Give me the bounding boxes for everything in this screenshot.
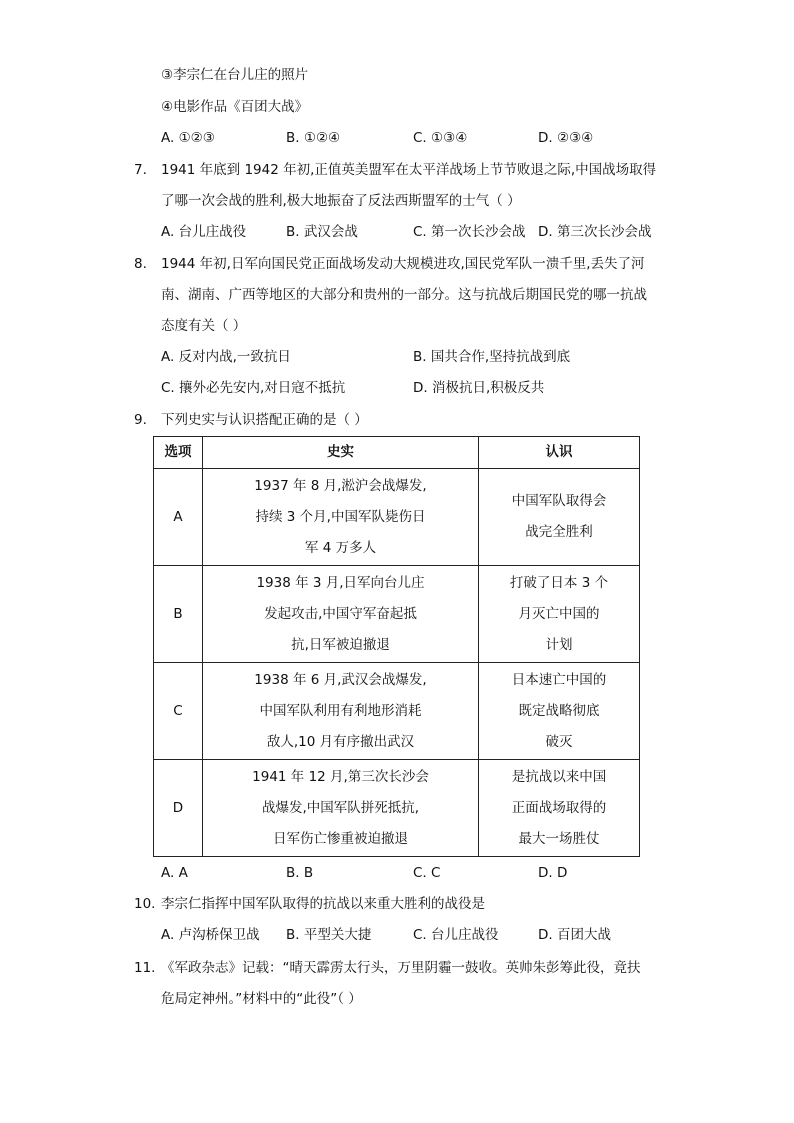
fact-line: 军 4 万多人 <box>304 539 377 556</box>
q9-number: 9. <box>134 412 147 428</box>
q7-option-d: D. 第三次长沙会战 <box>538 224 652 240</box>
table-row <box>154 566 640 663</box>
row-fact <box>203 566 479 663</box>
prev-option-a: A. ①②③ <box>161 130 215 146</box>
row-option: A <box>154 469 203 566</box>
q8-option-b: B. 国共合作,坚持抗战到底 <box>413 349 571 365</box>
q10-stem: 李宗仁指挥中国军队取得的抗战以来重大胜利的战役是 <box>161 896 485 912</box>
fact-line: 战爆发,中国军队拼死抵抗, <box>261 799 420 816</box>
q10-number: 10. <box>134 896 156 912</box>
row-fact <box>203 760 479 857</box>
row-option: B <box>154 566 203 663</box>
row-view <box>479 566 640 663</box>
view-line: 计划 <box>545 636 573 653</box>
header-view: 认识 <box>479 437 640 469</box>
q8-option-a: A. 反对内战,一致抗日 <box>161 349 291 365</box>
view-line: 是抗战以来中国 <box>511 768 607 785</box>
q7-option-a: A. 台儿庄战役 <box>161 224 247 240</box>
fact-line: 1938 年 6 月,武汉会战爆发, <box>254 671 427 688</box>
fact-line: 抗,日军被迫撤退 <box>291 636 390 653</box>
table-row <box>154 469 640 566</box>
q10-option-b: B. 平型关大捷 <box>286 927 372 943</box>
fact-line: 1941 年 12 月,第三次长沙会 <box>252 768 429 785</box>
fact-line: 1938 年 3 月,日军向台儿庄 <box>256 574 425 591</box>
q9-option-a: A. A <box>161 865 188 881</box>
q7-stem-line1: 1941 年底到 1942 年初,正值英美盟军在太平洋战场上节节败退之际,中国战场取得 <box>161 162 657 178</box>
fact-line: 发起攻击,中国守军奋起抵 <box>264 605 417 622</box>
fact-line: 持续 3 个月,中国军队毙伤日 <box>255 508 426 525</box>
view-line: 既定战略彻底 <box>518 702 600 719</box>
view-line: 正面战场取得的 <box>511 799 607 816</box>
prev-option-b: B. ①②④ <box>286 130 341 146</box>
q11-stem-line1: 《军政杂志》记载：“晴天霹雳太行头，万里阴霾一鼓收。英帅朱彭筹此役，竟扶 <box>161 960 641 976</box>
table-row <box>154 760 640 857</box>
header-fact: 史实 <box>203 437 479 469</box>
q11-number: 11. <box>134 960 156 976</box>
header-option: 选项 <box>154 437 203 469</box>
prev-item-4: ④电影作品《百团大战》 <box>161 99 309 115</box>
prev-item-3: ③李宗仁在台儿庄的照片 <box>161 67 309 83</box>
q9-option-c: C. C <box>413 865 441 881</box>
q11-stem-line2: 危局定神州。”材料中的“此役”（ ） <box>161 991 362 1007</box>
q8-stem-line3: 态度有关（ ） <box>161 318 247 334</box>
row-view <box>479 469 640 566</box>
view-line: 日本速亡中国的 <box>511 671 607 688</box>
q8-stem-line2: 南、湖南、广西等地区的大部分和贵州的一部分。这与抗战后期国民党的哪一抗战 <box>161 287 647 303</box>
q9-stem: 下列史实与认识搭配正确的是（ ） <box>161 412 368 428</box>
q7-option-c: C. 第一次长沙会战 <box>413 224 526 240</box>
q9-option-d: D. D <box>538 865 568 881</box>
q8-option-d: D. 消极抗日,积极反共 <box>413 380 545 396</box>
table-header-row <box>154 437 640 469</box>
q8-option-c: C. 攘外必先安内,对日寇不抵抗 <box>161 380 346 396</box>
view-line: 战完全胜利 <box>525 524 593 540</box>
q10-option-d: D. 百团大战 <box>538 927 611 943</box>
q10-option-c: C. 台儿庄战役 <box>413 927 499 943</box>
row-option: D <box>154 760 203 857</box>
q9-table <box>153 436 640 857</box>
row-fact <box>203 663 479 760</box>
q9-option-b: B. B <box>286 865 314 881</box>
prev-option-c: C. ①③④ <box>413 130 468 146</box>
view-line: 中国军队取得会 <box>511 493 607 509</box>
view-line: 打破了日本 3 个 <box>509 574 609 591</box>
q8-number: 8. <box>134 256 147 272</box>
view-line: 破灭 <box>545 733 573 750</box>
row-fact <box>203 469 479 566</box>
fact-line: 1937 年 8 月,淞沪会战爆发, <box>254 477 427 494</box>
row-option: C <box>154 663 203 760</box>
prev-option-d: D. ②③④ <box>538 130 594 146</box>
fact-line: 日军伤亡惨重被迫撤退 <box>273 830 408 847</box>
q10-option-a: A. 卢沟桥保卫战 <box>161 927 260 943</box>
fact-line: 中国军队利用有利地形消耗 <box>259 702 422 719</box>
q7-option-b: B. 武汉会战 <box>286 224 358 240</box>
view-line: 月灭亡中国的 <box>518 605 600 622</box>
view-line: 最大一场胜仗 <box>518 830 600 847</box>
q7-number: 7. <box>134 162 147 178</box>
row-view <box>479 663 640 760</box>
fact-line: 敌人,10 月有序撤出武汉 <box>266 733 415 750</box>
table-row <box>154 663 640 760</box>
q7-stem-line2: 了哪一次会战的胜利,极大地振奋了反法西斯盟军的士气（ ） <box>161 193 521 209</box>
row-view <box>479 760 640 857</box>
q8-stem-line1: 1944 年初,日军向国民党正面战场发动大规模进攻,国民党军队一溃千里,丢失了河 <box>161 256 645 272</box>
